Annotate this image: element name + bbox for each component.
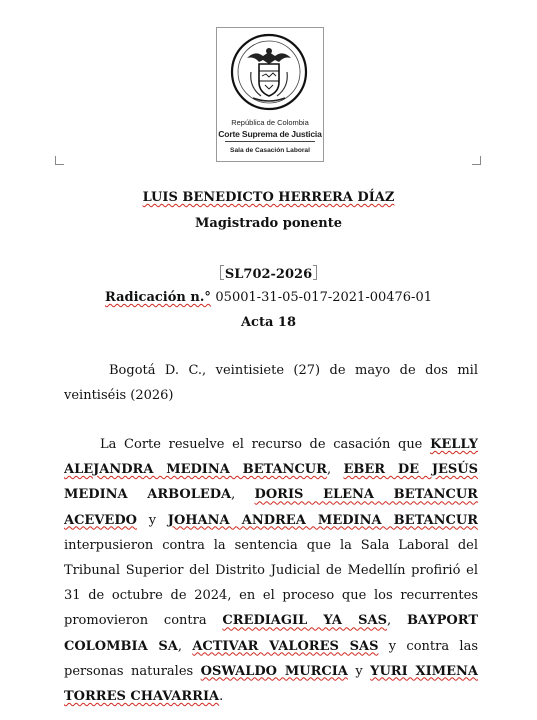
margin-mark-left — [55, 156, 64, 165]
radicacion-label: Radicación n.° — [105, 290, 211, 305]
date-paragraph — [64, 358, 478, 408]
logo-country: República de Colombia — [231, 118, 309, 127]
body-line-11: TORRES CHAVARRIA. — [64, 688, 224, 704]
ruling-id: SL702-2026 — [0, 265, 537, 282]
logo-court: Corte Suprema de Justicia — [218, 129, 322, 139]
margin-mark-right — [472, 156, 481, 165]
logo-chamber: Sala de Casación Laboral — [230, 147, 310, 154]
magistrate-name: LUIS BENEDICTO HERRERA DÍAZ — [142, 190, 395, 205]
body-line-1: La Corte resuelve el recurso de casación que KELLY — [100, 437, 478, 452]
coat-of-arms-icon — [229, 32, 309, 112]
body-line-4: ACEVEDO y JOHANA ANDREA MEDINA BETANCUR — [64, 512, 478, 528]
body-line-10: personas naturales OSWALDO MURCIA y YURI XIMENA — [64, 663, 478, 679]
court-logo — [216, 27, 324, 162]
magistrate-role: Magistrado ponente — [195, 216, 342, 231]
date-line-1: Bogotá D. C., veintisiete (27) de mayo de dos mil — [109, 363, 478, 378]
body-line-5: interpusieron contra la sentencia que la Sala Laboral del — [64, 537, 478, 553]
body-line-9: COLOMBIA SA, ACTIVAR VALORES SAS y contra las — [64, 638, 478, 654]
body-line-7: 31 de octubre de 2024, en el proceso que los recurrentes — [64, 588, 478, 604]
body-line-8: promovieron contra CREDIAGIL YA SAS, BAYPORT — [64, 613, 478, 629]
body-line-2: ALEJANDRA MEDINA BETANCUR, EBER DE JESÚS — [64, 462, 478, 478]
radicacion-number: 05001-31-05-017-2021-00476-01 — [215, 290, 432, 305]
acta: Acta 18 — [240, 315, 297, 330]
body-line-3: MEDINA ARBOLEDA, DORIS ELENA BETANCUR — [64, 487, 478, 503]
body-paragraph — [64, 432, 478, 709]
logo-divider — [225, 141, 315, 142]
body-line-6: Tribunal Superior del Distrito Judicial de Medellín profirió el — [64, 562, 478, 578]
radicacion — [0, 290, 537, 305]
date-line-2: veintiséis (2026) — [64, 388, 174, 404]
